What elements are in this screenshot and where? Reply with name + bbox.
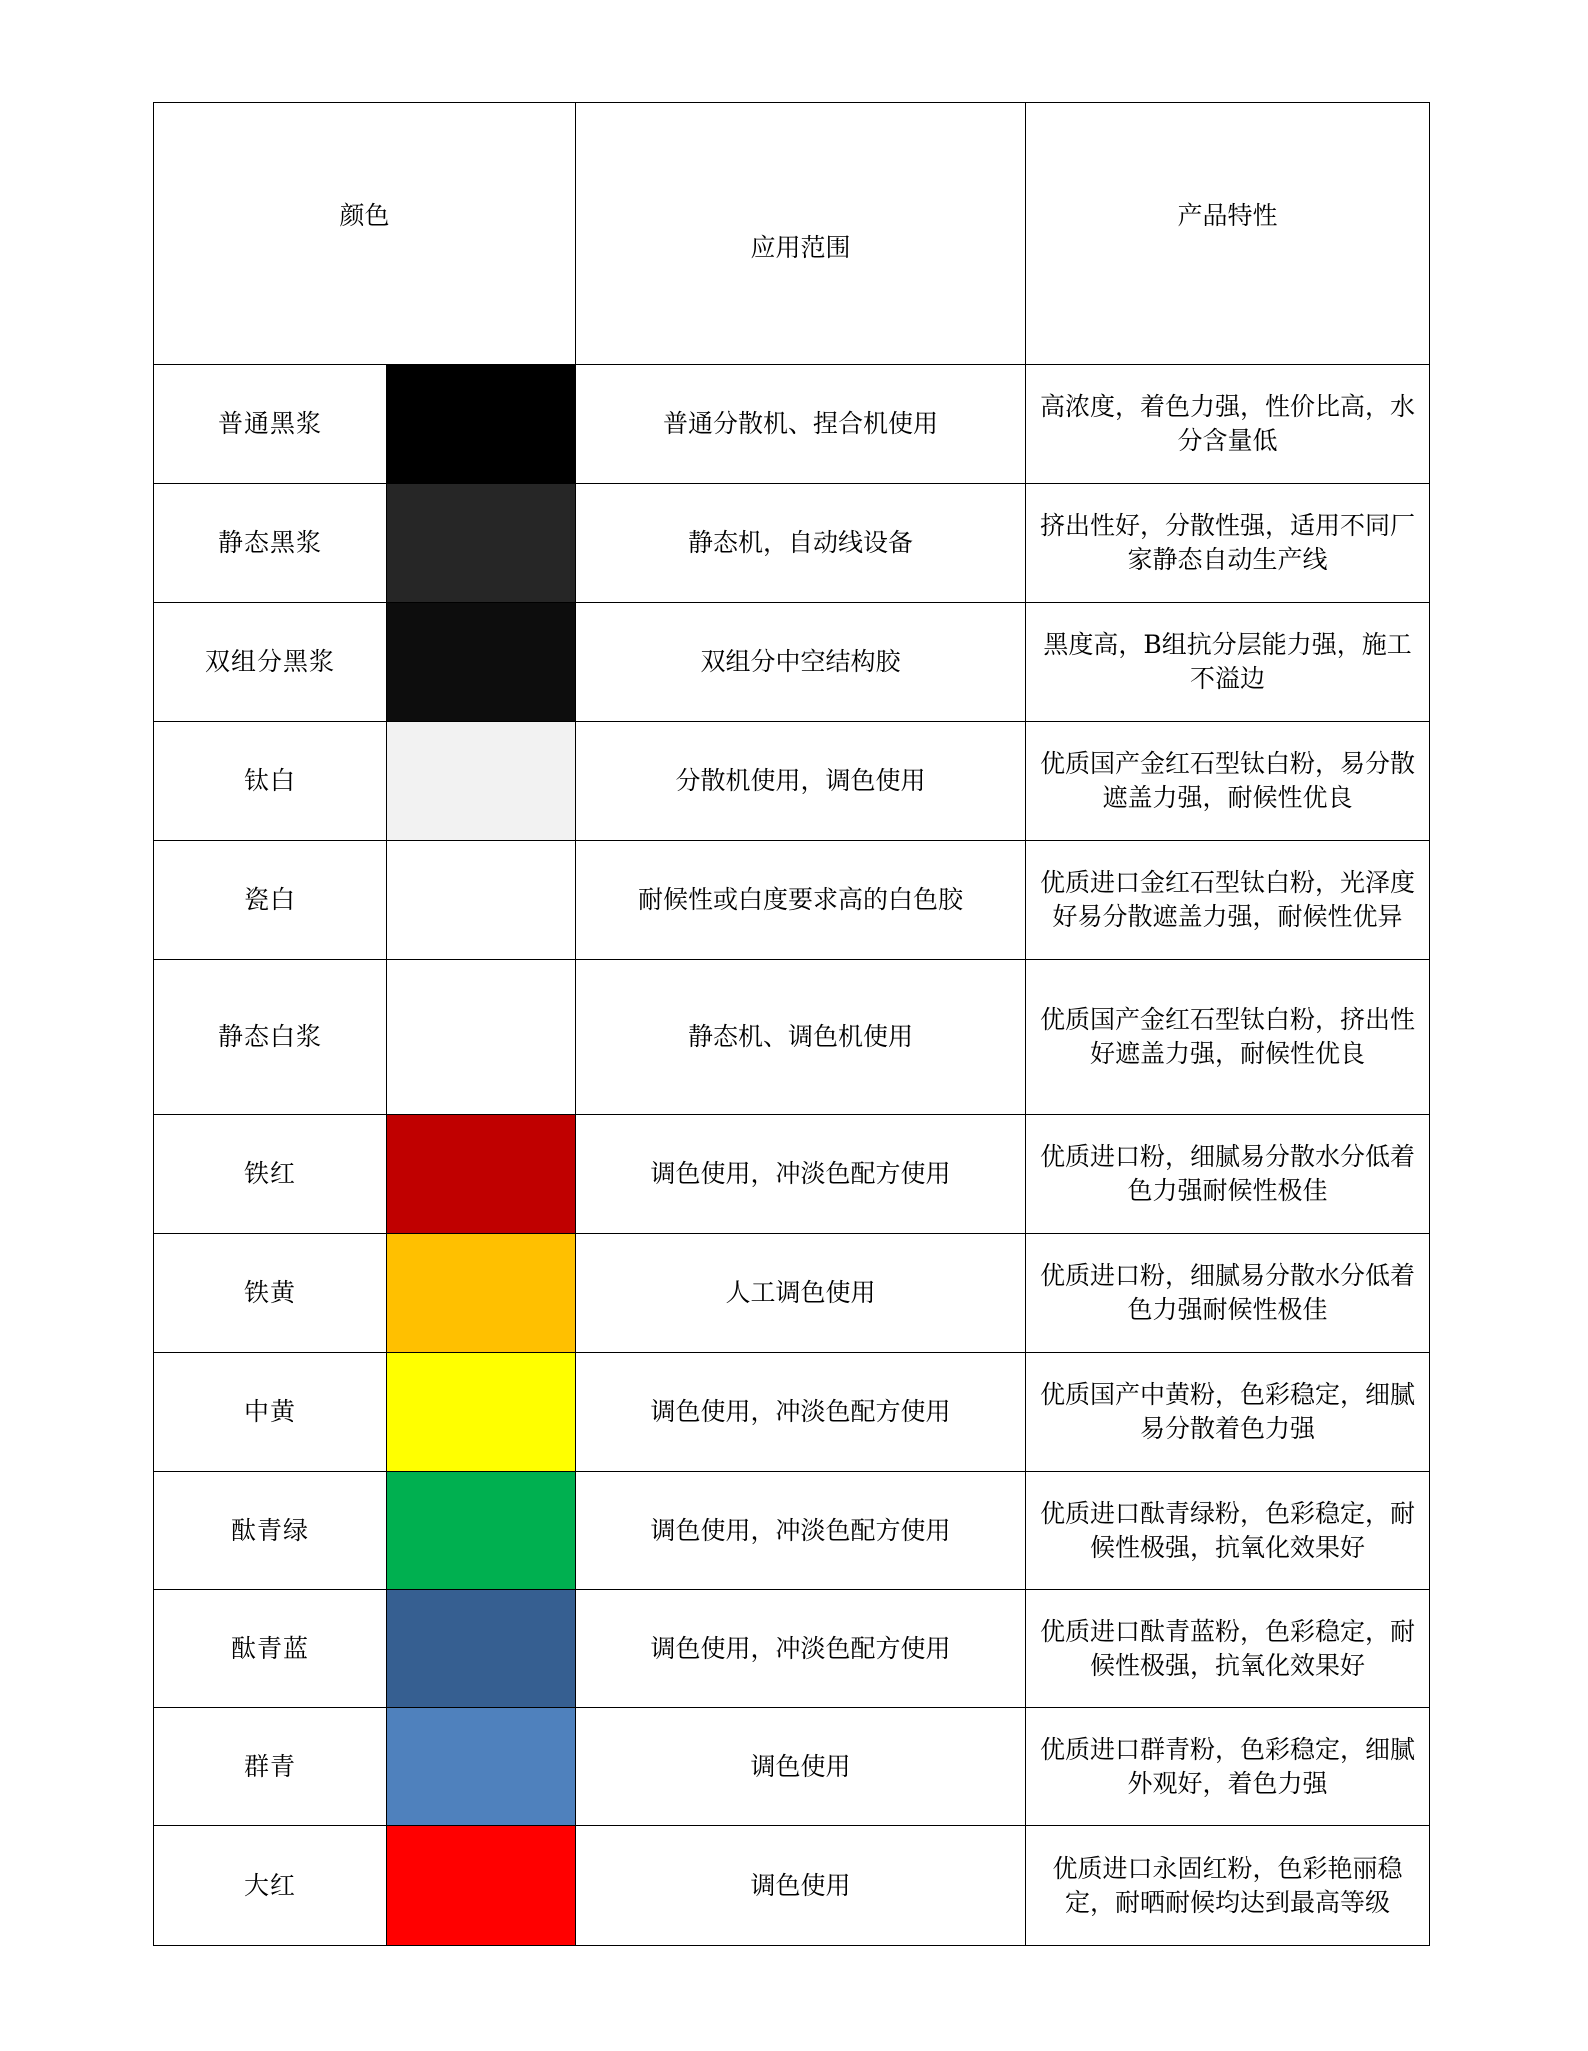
application: 静态机，自动线设备 <box>576 484 1026 603</box>
color-swatch <box>387 960 576 1115</box>
color-name: 瓷白 <box>154 841 387 960</box>
table-row <box>154 603 1430 722</box>
color-swatch <box>387 1234 576 1353</box>
pigment-table <box>153 102 1430 1946</box>
color-swatch <box>387 1708 576 1826</box>
properties: 优质进口酞青绿粉，色彩稳定，耐候性极强，抗氧化效果好 <box>1026 1472 1430 1590</box>
color-name: 静态白浆 <box>154 960 387 1115</box>
table-row <box>154 1115 1430 1234</box>
application: 分散机使用，调色使用 <box>576 722 1026 841</box>
color-name: 大红 <box>154 1826 387 1946</box>
properties: 黑度高，B组抗分层能力强，施工不溢边 <box>1026 603 1430 722</box>
color-name: 中黄 <box>154 1353 387 1472</box>
color-swatch <box>387 365 576 484</box>
color-swatch <box>387 1472 576 1590</box>
color-name: 双组分黑浆 <box>154 603 387 722</box>
table-row <box>154 960 1430 1115</box>
table-row <box>154 365 1430 484</box>
table-row <box>154 1234 1430 1353</box>
application: 静态机、调色机使用 <box>576 960 1026 1115</box>
color-name: 铁红 <box>154 1115 387 1234</box>
application: 调色使用，冲淡色配方使用 <box>576 1353 1026 1472</box>
table-row <box>154 484 1430 603</box>
color-swatch <box>387 1353 576 1472</box>
properties: 优质进口酞青蓝粉，色彩稳定，耐候性极强，抗氧化效果好 <box>1026 1590 1430 1708</box>
table-row <box>154 1590 1430 1708</box>
header-application: 应用范围 <box>576 103 1026 365</box>
application: 双组分中空结构胶 <box>576 603 1026 722</box>
color-swatch <box>387 841 576 960</box>
color-name: 静态黑浆 <box>154 484 387 603</box>
table-row <box>154 1826 1430 1946</box>
application: 调色使用，冲淡色配方使用 <box>576 1590 1026 1708</box>
application: 调色使用 <box>576 1826 1026 1946</box>
color-swatch <box>387 484 576 603</box>
properties: 优质进口永固红粉，色彩艳丽稳定，耐晒耐候均达到最高等级 <box>1026 1826 1430 1946</box>
color-name: 钛白 <box>154 722 387 841</box>
color-name: 普通黑浆 <box>154 365 387 484</box>
header-properties: 产品特性 <box>1026 103 1430 365</box>
color-name: 群青 <box>154 1708 387 1826</box>
properties: 高浓度，着色力强，性价比高，水分含量低 <box>1026 365 1430 484</box>
application: 调色使用，冲淡色配方使用 <box>576 1472 1026 1590</box>
table-row <box>154 1353 1430 1472</box>
properties: 优质进口群青粉，色彩稳定，细腻外观好，着色力强 <box>1026 1708 1430 1826</box>
color-swatch <box>387 1115 576 1234</box>
table-row <box>154 1708 1430 1826</box>
color-swatch <box>387 1590 576 1708</box>
properties: 优质进口粉，细腻易分散水分低着色力强耐候性极佳 <box>1026 1115 1430 1234</box>
color-name: 铁黄 <box>154 1234 387 1353</box>
table-row <box>154 722 1430 841</box>
color-swatch <box>387 1826 576 1946</box>
table-row <box>154 1472 1430 1590</box>
color-swatch <box>387 603 576 722</box>
color-swatch <box>387 722 576 841</box>
table-row <box>154 841 1430 960</box>
properties: 优质国产金红石型钛白粉，挤出性好遮盖力强，耐候性优良 <box>1026 960 1430 1115</box>
header-color: 颜色 <box>154 103 576 365</box>
color-name: 酞青蓝 <box>154 1590 387 1708</box>
properties: 优质进口金红石型钛白粉，光泽度好易分散遮盖力强，耐候性优异 <box>1026 841 1430 960</box>
properties: 优质国产金红石型钛白粉，易分散遮盖力强，耐候性优良 <box>1026 722 1430 841</box>
header-row <box>154 103 1430 365</box>
application: 耐候性或白度要求高的白色胶 <box>576 841 1026 960</box>
application: 普通分散机、捏合机使用 <box>576 365 1026 484</box>
properties: 挤出性好，分散性强，适用不同厂家静态自动生产线 <box>1026 484 1430 603</box>
properties: 优质国产中黄粉，色彩稳定，细腻易分散着色力强 <box>1026 1353 1430 1472</box>
application: 调色使用 <box>576 1708 1026 1826</box>
application: 人工调色使用 <box>576 1234 1026 1353</box>
application: 调色使用，冲淡色配方使用 <box>576 1115 1026 1234</box>
color-name: 酞青绿 <box>154 1472 387 1590</box>
properties: 优质进口粉，细腻易分散水分低着色力强耐候性极佳 <box>1026 1234 1430 1353</box>
